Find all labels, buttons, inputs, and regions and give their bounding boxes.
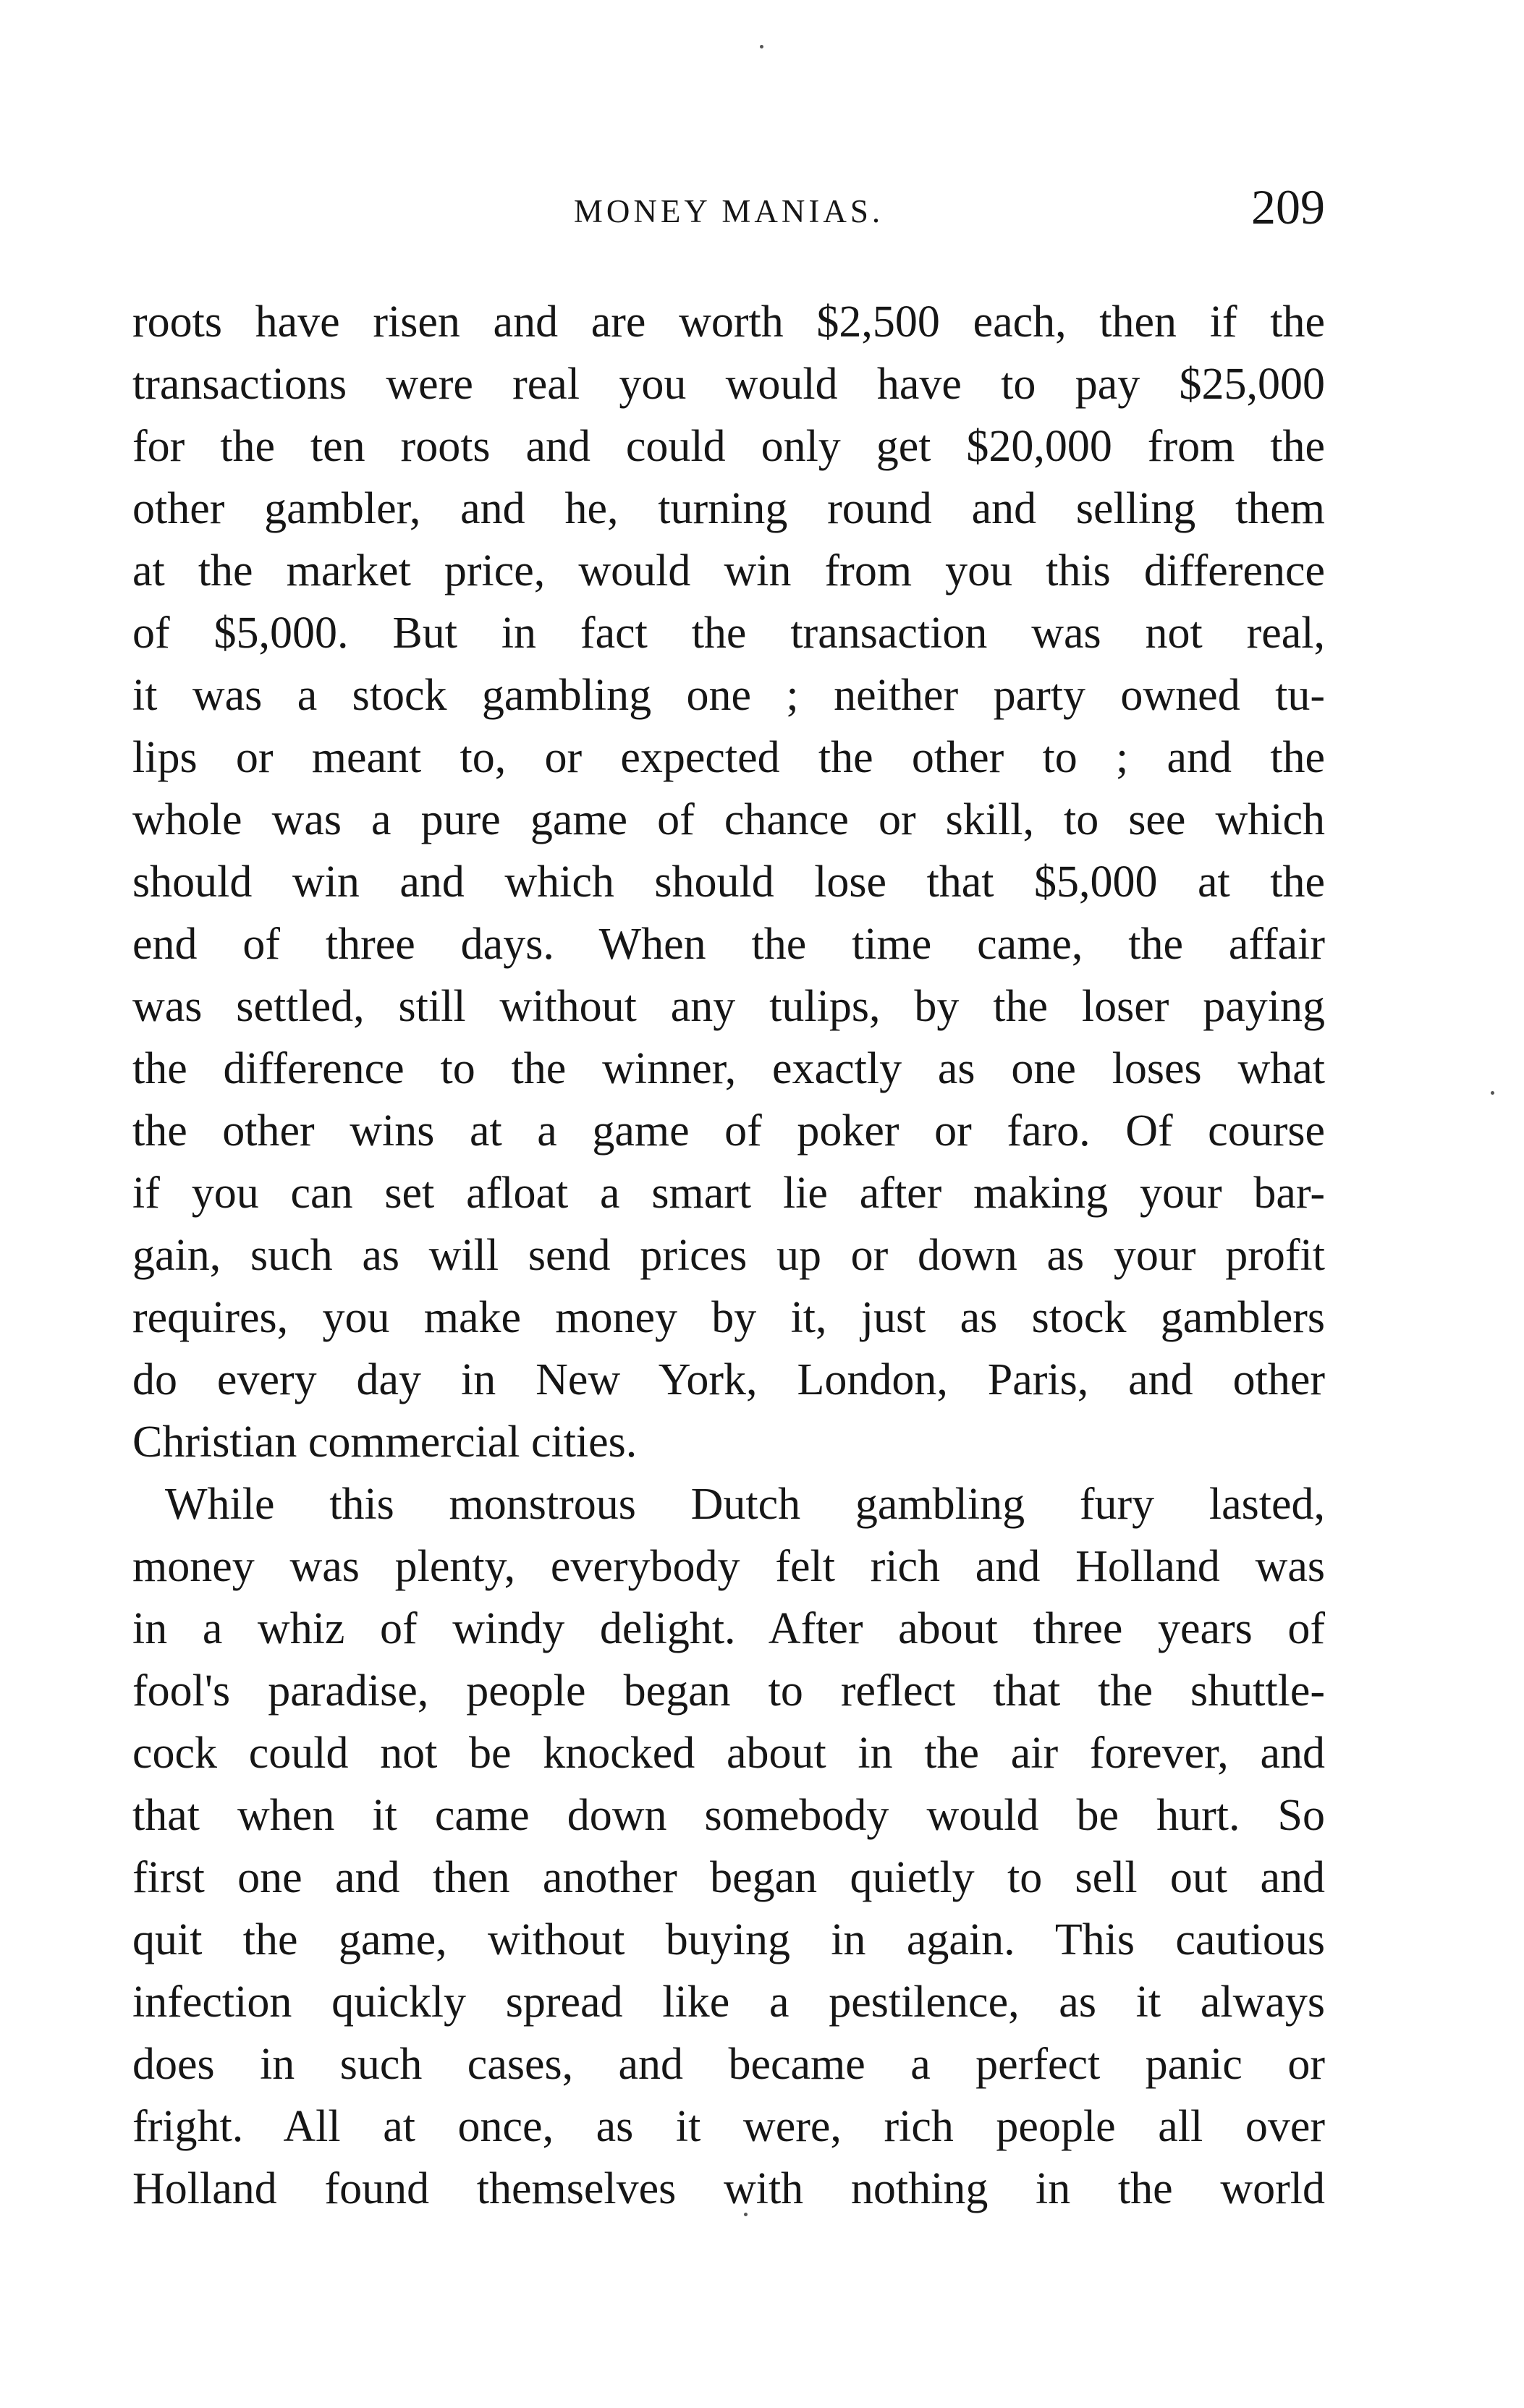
text-line: end of three days. When the time came, the affair [132,920,1325,969]
text-line: gain, such as will send prices up or down as your profit [132,1231,1325,1280]
text-line: whole was a pure game of chance or skill, to see which [132,795,1325,844]
text-line: does in such cases, and became a perfect panic or [132,2040,1325,2089]
text-line: requires, you make money by it, just as stock gamblers [132,1293,1325,1342]
text-line: was settled, still without any tulips, by the loser paying [132,982,1325,1031]
paragraph-start-line: While this monstrous Dutch gambling fury lasted, [165,1480,1325,1529]
page-header [132,174,1325,239]
text-line: fright. All at once, as it were, rich people all over [132,2102,1325,2151]
paper-speck [1491,1091,1494,1095]
text-line: quit the game, without buying in again. This cautious [132,1915,1325,1964]
text-line: roots have risen and are worth $2,500 each, then if the [132,297,1325,347]
text-line: transactions were real you would have to pay $25,000 [132,360,1325,409]
text-line: in a whiz of windy delight. After about three years of [132,1604,1325,1653]
text-line: do every day in New York, London, Paris, and other [132,1355,1325,1404]
text-line: that when it came down somebody would be hurt. So [132,1791,1325,1840]
text-line: infection quickly spread like a pestilence, as it always [132,1977,1325,2027]
text-line: other gambler, and he, turning round and selling them [132,484,1325,533]
paragraph-end-line: Christian commercial cities. [132,1417,638,1467]
text-line: it was a stock gambling one ; neither party owned tu- [132,671,1325,720]
text-line: at the market price, would win from you this difference [132,546,1325,595]
text-line: the difference to the winner, exactly as one loses what [132,1044,1325,1093]
text-line: first one and then another began quietly to sell out and [132,1853,1325,1902]
text-line: the other wins at a game of poker or faro. Of course [132,1106,1325,1156]
text-line: should win and which should lose that $5,000 at the [132,857,1325,907]
paper-speck [760,45,763,48]
text-line: money was plenty, everybody felt rich and Holland was [132,1542,1325,1591]
text-line: of $5,000. But in fact the transaction was not real, [132,609,1325,658]
text-line: if you can set afloat a smart lie after making your bar- [132,1169,1325,1218]
text-line: Holland found themselves with nothing in the world [132,2164,1325,2213]
text-line: cock could not be knocked about in the air forever, and [132,1729,1325,1778]
text-line: for the ten roots and could only get $20,000 from the [132,422,1325,471]
text-line: fool's paradise, people began to reflect that the shuttle- [132,1666,1325,1716]
text-line: lips or meant to, or expected the other to ; and the [132,733,1325,782]
body-text [132,291,1325,2220]
running-title: MONEY MANIAS. [573,193,884,229]
page-number: 209 [1251,179,1325,234]
